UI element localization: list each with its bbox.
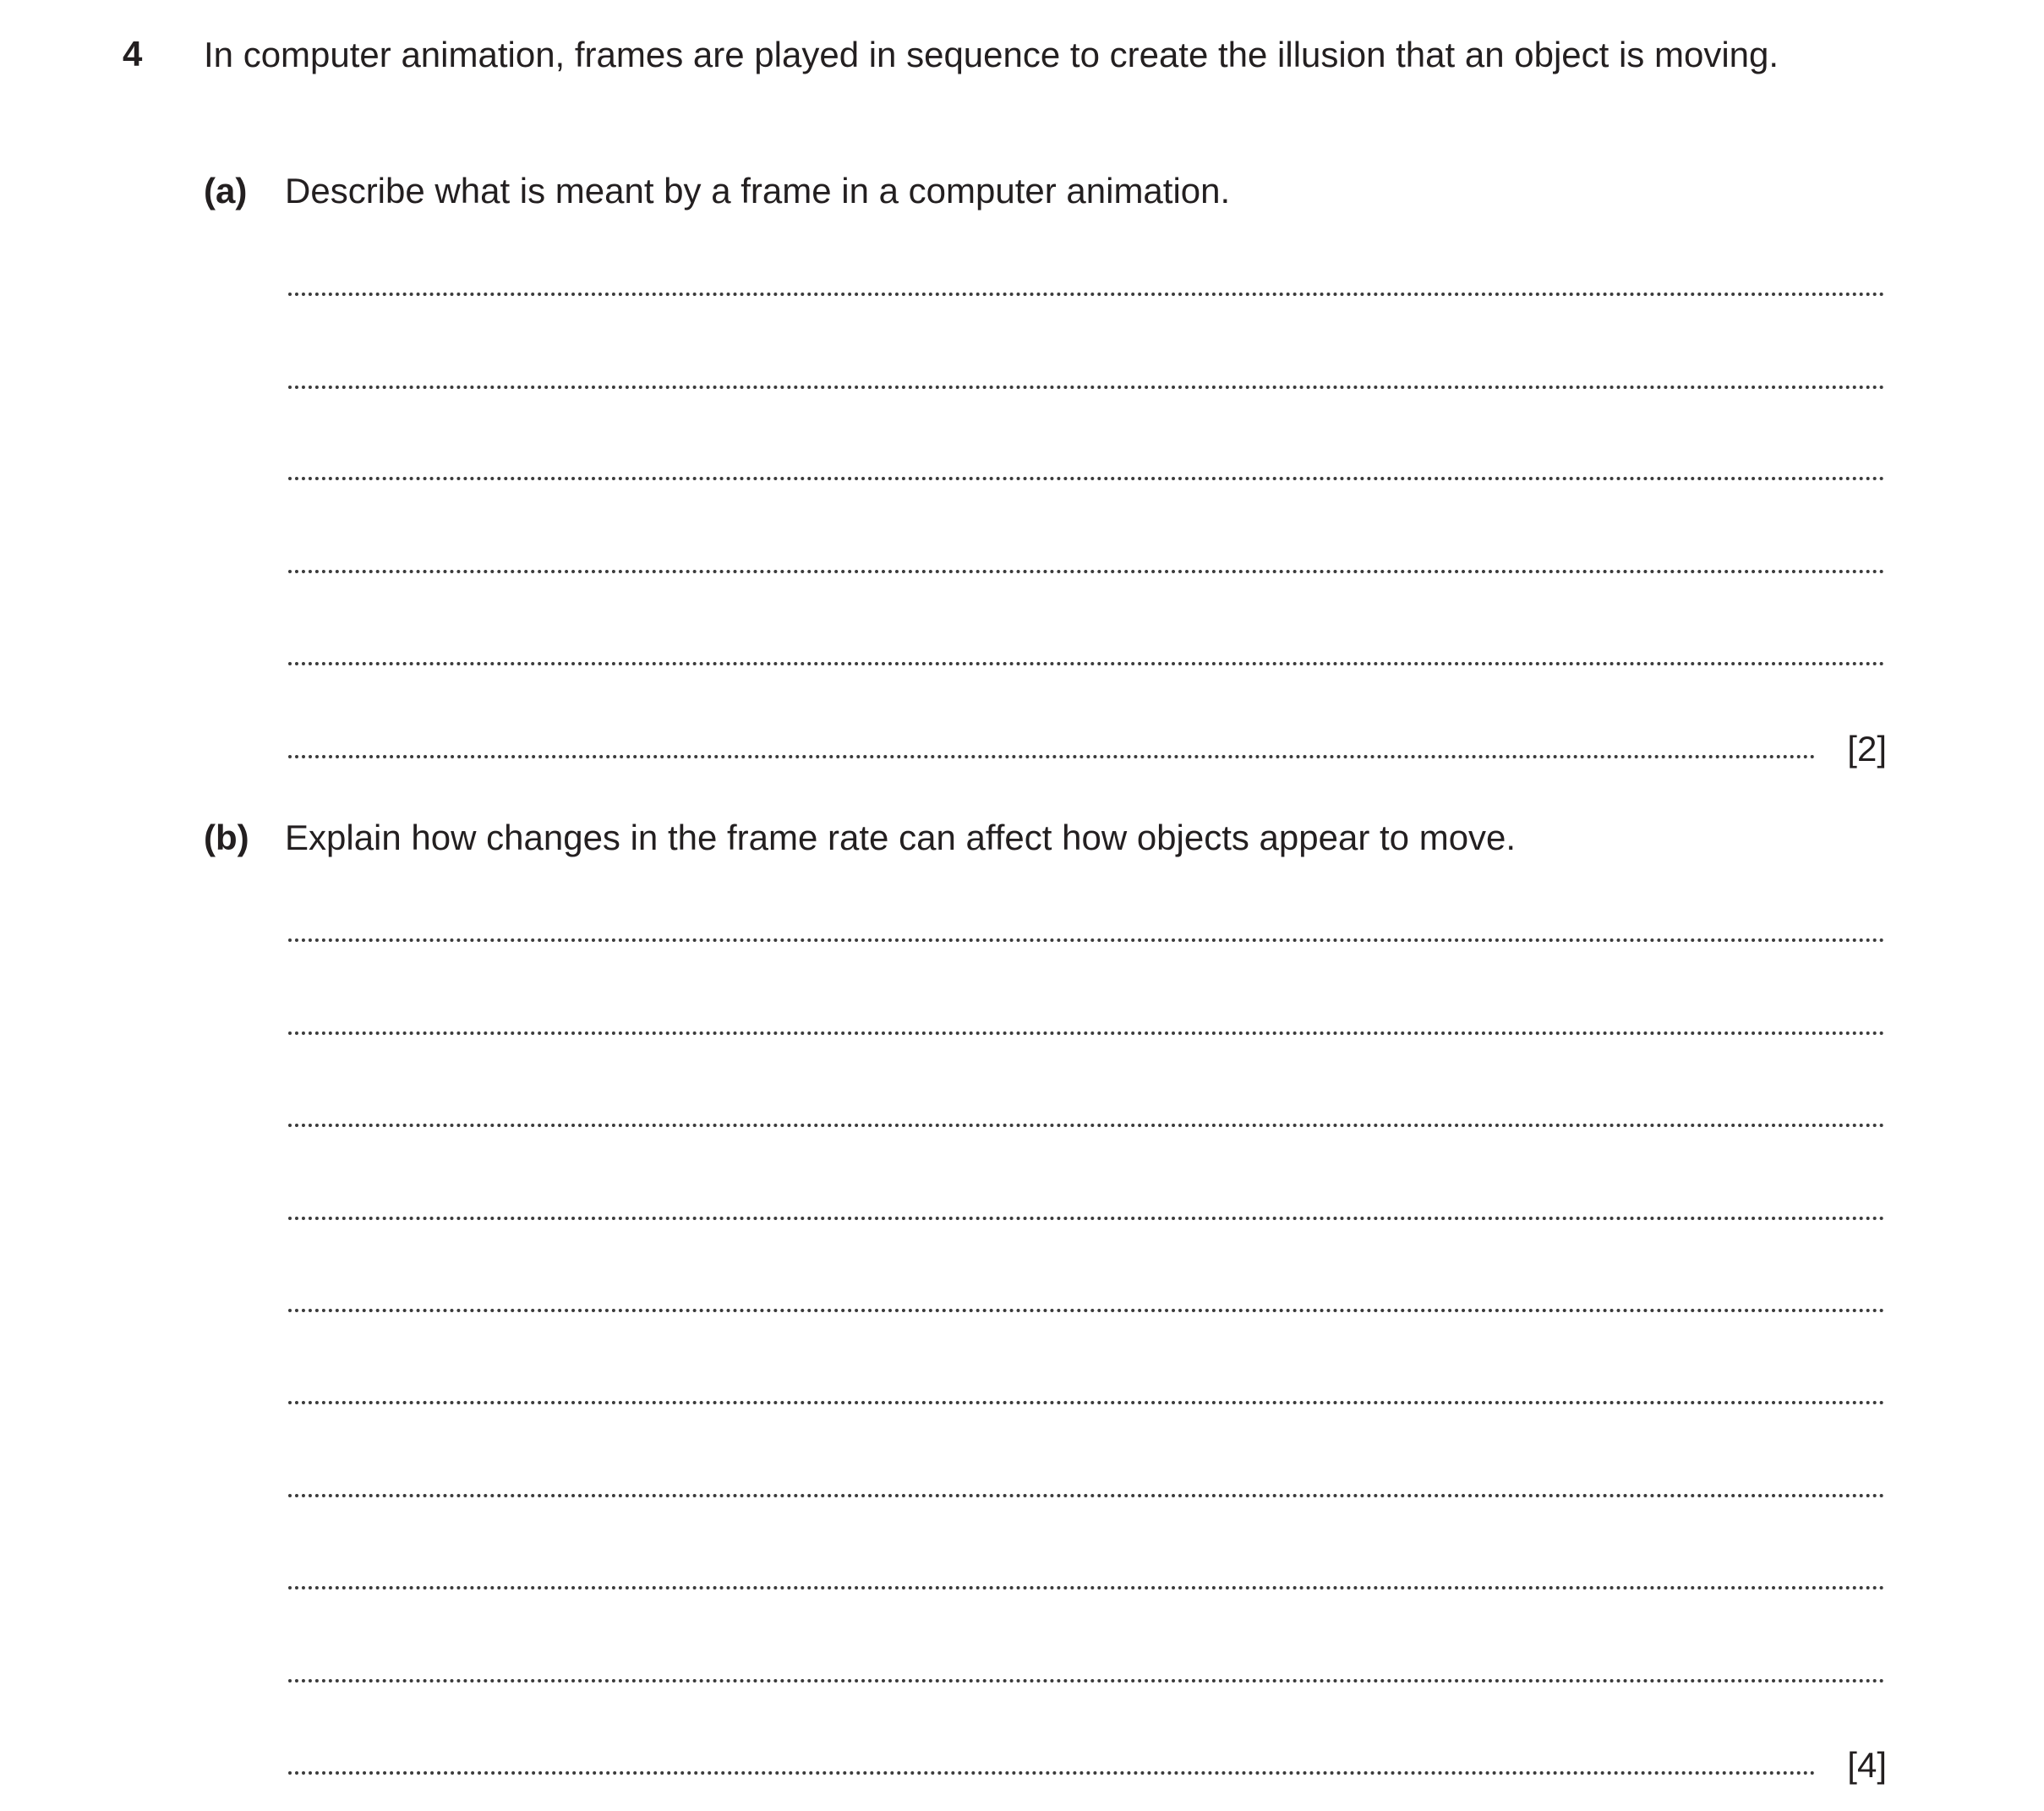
question-stem: In computer animation, frames are played in sequence to create the illusion that an object is moving. [204,35,1779,74]
part-a-answer-line[interactable] [288,570,1885,573]
part-b-answer-line[interactable] [288,1771,1816,1775]
part-b-marks: [4] [1847,1745,1887,1785]
part-a-label: (a) [204,171,248,211]
question-number: 4 [123,34,143,74]
part-b-answer-line[interactable] [288,1031,1885,1035]
part-a-marks: [2] [1847,729,1887,769]
part-b-answer-line[interactable] [288,1401,1885,1404]
part-a-answer-line[interactable] [288,662,1885,665]
part-b-answer-line[interactable] [288,1586,1885,1589]
part-b-answer-line[interactable] [288,1124,1885,1127]
part-b-answer-line[interactable] [288,938,1885,942]
part-b-answer-line[interactable] [288,1309,1885,1312]
part-b-prompt: Explain how changes in the frame rate can affect how objects appear to move. [285,818,1517,857]
part-b-answer-line[interactable] [288,1217,1885,1220]
part-b-answer-line[interactable] [288,1494,1885,1497]
part-a-answer-line[interactable] [288,386,1885,389]
part-b-label: (b) [204,818,249,857]
part-a-answer-line[interactable] [288,755,1816,758]
part-a-answer-line[interactable] [288,477,1885,480]
part-b-answer-line[interactable] [288,1679,1885,1682]
part-a-answer-line[interactable] [288,293,1885,296]
part-a-prompt: Describe what is meant by a frame in a computer animation. [285,171,1231,211]
